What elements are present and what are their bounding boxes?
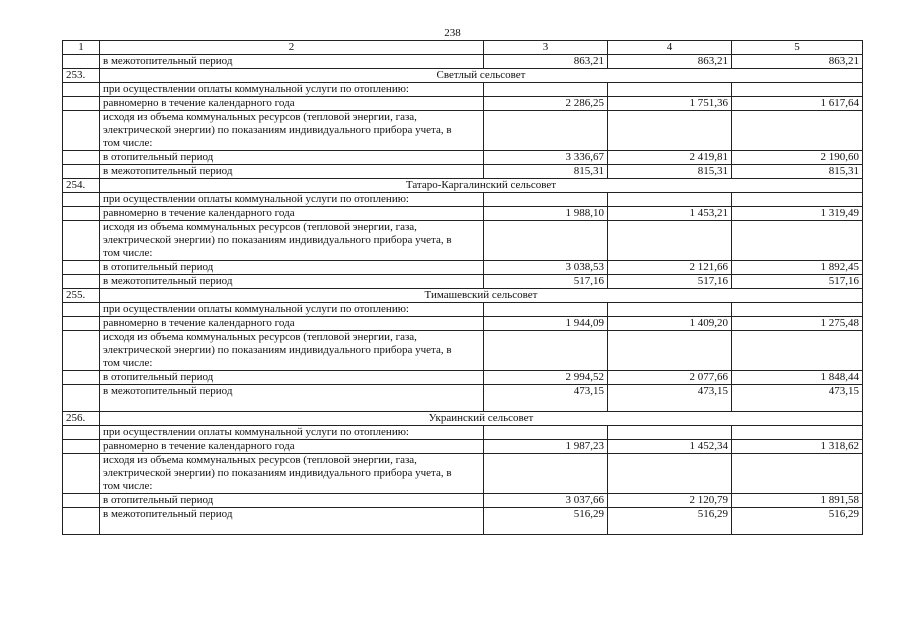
table-row — [63, 55, 863, 69]
value-cell: 1 751,36 — [608, 97, 732, 111]
value-cell: 1 617,64 — [732, 97, 863, 111]
value-cell — [484, 426, 608, 440]
row-number-cell: 255. — [63, 289, 100, 303]
table-row — [63, 83, 863, 97]
row-label: равномерно в течение календарного года — [100, 440, 484, 454]
row-number-cell — [63, 97, 100, 111]
row-label: в отопительный период — [100, 151, 484, 165]
value-cell — [484, 303, 608, 317]
row-number-cell — [63, 151, 100, 165]
row-label: исходя из объема коммунальных ресурсов (тепловой энергии, газа, электрической энергии) по показаниям индивидуального прибора учета, в том числе: — [100, 221, 484, 261]
table-row — [63, 97, 863, 111]
value-cell: 2 286,25 — [484, 97, 608, 111]
row-number-cell — [63, 508, 100, 535]
value-cell: 2 190,60 — [732, 151, 863, 165]
row-number-cell — [63, 385, 100, 412]
row-number-cell — [63, 193, 100, 207]
table-row — [63, 207, 863, 221]
row-number-cell — [63, 55, 100, 69]
table-row — [63, 317, 863, 331]
value-cell — [732, 303, 863, 317]
value-cell — [484, 83, 608, 97]
row-number-cell — [63, 494, 100, 508]
table-row — [63, 385, 863, 412]
page-number: 238 — [444, 27, 461, 39]
row-label: при осуществлении оплаты коммунальной услуги по отоплению: — [100, 426, 484, 440]
value-cell: 1 319,49 — [732, 207, 863, 221]
value-cell: 1 891,58 — [732, 494, 863, 508]
value-cell — [732, 221, 863, 261]
row-label: в межотопительный период — [100, 55, 484, 69]
table-row — [63, 303, 863, 317]
value-cell — [484, 221, 608, 261]
value-cell: 1 987,23 — [484, 440, 608, 454]
value-cell — [608, 221, 732, 261]
row-label: при осуществлении оплаты коммунальной услуги по отоплению: — [100, 83, 484, 97]
value-cell — [732, 111, 863, 151]
row-label: исходя из объема коммунальных ресурсов (тепловой энергии, газа, электрической энергии) по показаниям индивидуального прибора учета, в том числе: — [100, 111, 484, 151]
row-number-cell — [63, 111, 100, 151]
value-cell — [608, 111, 732, 151]
value-cell — [732, 83, 863, 97]
region-header-row — [63, 69, 863, 83]
column-header: 2 — [100, 41, 484, 55]
row-label: в межотопительный период — [100, 508, 484, 535]
row-label: при осуществлении оплаты коммунальной услуги по отоплению: — [100, 303, 484, 317]
region-name: Светлый сельсовет — [100, 69, 863, 83]
value-cell: 517,16 — [608, 275, 732, 289]
value-cell: 516,29 — [484, 508, 608, 535]
value-cell: 2 994,52 — [484, 371, 608, 385]
row-label: равномерно в течение календарного года — [100, 97, 484, 111]
row-label: в отопительный период — [100, 494, 484, 508]
value-cell: 516,29 — [608, 508, 732, 535]
table-row — [63, 221, 863, 261]
column-header: 3 — [484, 41, 608, 55]
value-cell: 1 409,20 — [608, 317, 732, 331]
region-name: Тимашевский сельсовет — [100, 289, 863, 303]
column-header: 4 — [608, 41, 732, 55]
row-number-cell: 254. — [63, 179, 100, 193]
table-row — [63, 151, 863, 165]
table-row — [63, 165, 863, 179]
value-cell: 1 988,10 — [484, 207, 608, 221]
value-cell — [484, 454, 608, 494]
value-cell — [732, 331, 863, 371]
row-label: в межотопительный период — [100, 385, 484, 412]
row-label: в межотопительный период — [100, 275, 484, 289]
table-row — [63, 508, 863, 535]
value-cell — [484, 111, 608, 151]
row-number-cell — [63, 207, 100, 221]
value-cell: 1 452,34 — [608, 440, 732, 454]
row-number-cell — [63, 317, 100, 331]
value-cell: 3 336,67 — [484, 151, 608, 165]
row-number-cell — [63, 275, 100, 289]
value-cell: 2 419,81 — [608, 151, 732, 165]
value-cell: 815,31 — [484, 165, 608, 179]
table-row — [63, 275, 863, 289]
region-header-row — [63, 412, 863, 426]
value-cell: 1 275,48 — [732, 317, 863, 331]
value-cell — [484, 193, 608, 207]
value-cell: 863,21 — [484, 55, 608, 69]
value-cell — [732, 426, 863, 440]
value-cell — [732, 454, 863, 494]
value-cell: 3 038,53 — [484, 261, 608, 275]
value-cell: 1 892,45 — [732, 261, 863, 275]
row-number-cell — [63, 261, 100, 275]
table-row — [63, 440, 863, 454]
value-cell: 473,15 — [608, 385, 732, 412]
table-row — [63, 454, 863, 494]
value-cell — [608, 193, 732, 207]
value-cell: 473,15 — [732, 385, 863, 412]
value-cell: 815,31 — [732, 165, 863, 179]
value-cell — [608, 454, 732, 494]
row-number-cell — [63, 426, 100, 440]
row-number-cell — [63, 303, 100, 317]
row-number-cell: 253. — [63, 69, 100, 83]
row-number-cell — [63, 440, 100, 454]
value-cell — [484, 331, 608, 371]
row-label: в отопительный период — [100, 261, 484, 275]
table-header-row — [63, 41, 863, 55]
row-label: при осуществлении оплаты коммунальной услуги по отоплению: — [100, 193, 484, 207]
value-cell: 815,31 — [608, 165, 732, 179]
value-cell — [608, 303, 732, 317]
column-header: 5 — [732, 41, 863, 55]
value-cell: 1 848,44 — [732, 371, 863, 385]
tariff-table — [62, 40, 863, 535]
value-cell — [608, 83, 732, 97]
value-cell: 3 037,66 — [484, 494, 608, 508]
table-row — [63, 261, 863, 275]
table-row — [63, 371, 863, 385]
row-label: равномерно в течение календарного года — [100, 207, 484, 221]
table-row — [63, 426, 863, 440]
value-cell — [608, 331, 732, 371]
column-header: 1 — [63, 41, 100, 55]
row-number-cell — [63, 331, 100, 371]
row-number-cell: 256. — [63, 412, 100, 426]
value-cell: 863,21 — [608, 55, 732, 69]
value-cell — [608, 426, 732, 440]
value-cell: 1 318,62 — [732, 440, 863, 454]
row-label: в межотопительный период — [100, 165, 484, 179]
row-label: исходя из объема коммунальных ресурсов (тепловой энергии, газа, электрической энергии) по показаниям индивидуального прибора учета, в том числе: — [100, 454, 484, 494]
row-label: исходя из объема коммунальных ресурсов (тепловой энергии, газа, электрической энергии) по показаниям индивидуального прибора учета, в том числе: — [100, 331, 484, 371]
value-cell: 2 120,79 — [608, 494, 732, 508]
region-name: Украинский сельсовет — [100, 412, 863, 426]
table-row — [63, 494, 863, 508]
region-name: Татаро-Каргалинский сельсовет — [100, 179, 863, 193]
value-cell: 863,21 — [732, 55, 863, 69]
row-label: равномерно в течение календарного года — [100, 317, 484, 331]
value-cell: 2 121,66 — [608, 261, 732, 275]
row-label: в отопительный период — [100, 371, 484, 385]
value-cell: 1 944,09 — [484, 317, 608, 331]
row-number-cell — [63, 454, 100, 494]
table-row — [63, 111, 863, 151]
value-cell: 517,16 — [732, 275, 863, 289]
value-cell — [732, 193, 863, 207]
table-row — [63, 193, 863, 207]
row-number-cell — [63, 221, 100, 261]
region-header-row — [63, 289, 863, 303]
value-cell: 1 453,21 — [608, 207, 732, 221]
table-row — [63, 331, 863, 371]
region-header-row — [63, 179, 863, 193]
value-cell: 473,15 — [484, 385, 608, 412]
row-number-cell — [63, 165, 100, 179]
row-number-cell — [63, 83, 100, 97]
value-cell: 516,29 — [732, 508, 863, 535]
value-cell: 2 077,66 — [608, 371, 732, 385]
row-number-cell — [63, 371, 100, 385]
value-cell: 517,16 — [484, 275, 608, 289]
